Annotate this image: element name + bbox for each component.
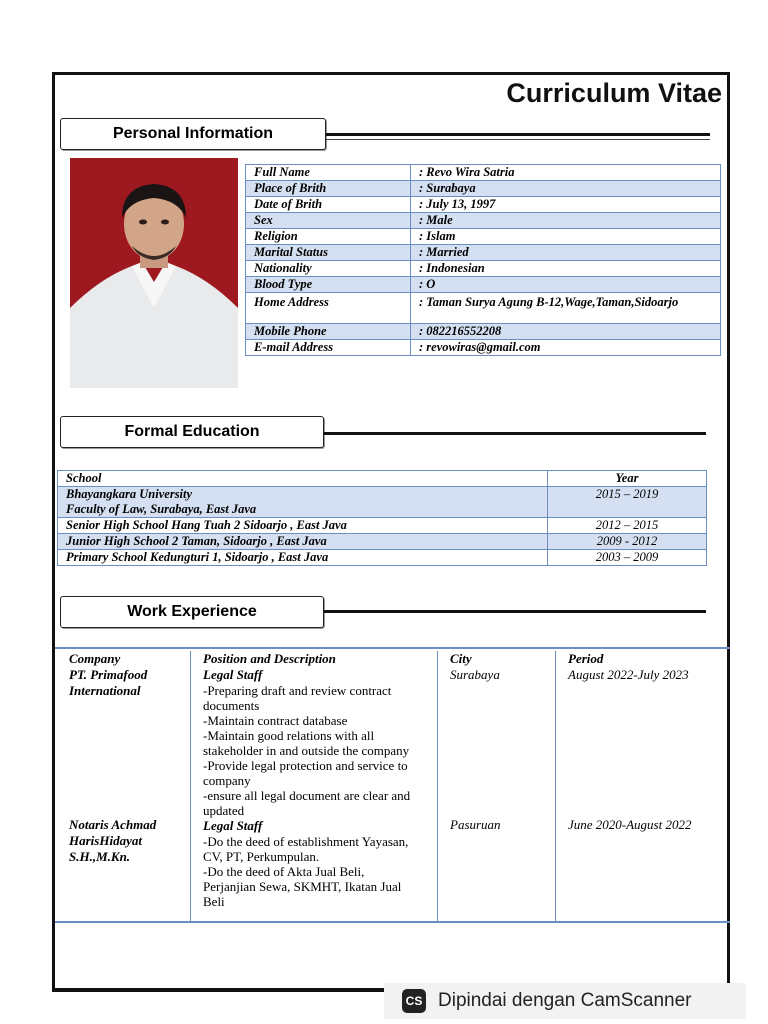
info-row-nationality bbox=[246, 261, 721, 277]
section-personal-rule bbox=[326, 133, 710, 136]
section-work-label: Work Experience bbox=[127, 603, 257, 620]
info-row-blood-type bbox=[246, 277, 721, 293]
education-school bbox=[58, 487, 548, 518]
work-duty: -Preparing draft and review contract bbox=[203, 683, 392, 698]
info-label: E-mail Address bbox=[246, 340, 411, 356]
work-duty: company bbox=[203, 773, 251, 788]
cv-title: Curriculum Vitae bbox=[506, 78, 722, 108]
education-school: Senior High School Hang Tuah 2 Sidoarjo , East Java bbox=[58, 518, 548, 534]
education-header-school: School bbox=[58, 471, 548, 487]
work-col-city bbox=[437, 651, 554, 921]
info-row-home-address bbox=[246, 293, 721, 324]
education-row bbox=[58, 518, 707, 534]
camscanner-icon: CS bbox=[402, 989, 426, 1013]
info-value: : revowiras@gmail.com bbox=[411, 340, 721, 356]
info-label: Full Name bbox=[246, 165, 411, 181]
info-value: : O bbox=[411, 277, 721, 293]
work-duty: -Maintain good relations with all bbox=[203, 728, 375, 743]
section-education-tab bbox=[60, 416, 324, 448]
work-duty: -Do the deed of establishment Yayasan, bbox=[203, 834, 409, 849]
work-header-position: Position and Description bbox=[203, 651, 336, 666]
work-company-line: International bbox=[69, 683, 141, 698]
info-value: : Islam bbox=[411, 229, 721, 245]
work-header-company: Company bbox=[69, 651, 121, 666]
education-row bbox=[58, 534, 707, 550]
work-period: June 2020-August 2022 bbox=[568, 817, 692, 832]
education-header-year: Year bbox=[548, 471, 707, 487]
work-position-title: Legal Staff bbox=[203, 667, 263, 682]
education-school: Junior High School 2 Taman, Sidoarjo , East Java bbox=[58, 534, 548, 550]
work-duty: Perjanjian Sewa, SKMHT, Ikatan Jual bbox=[203, 879, 402, 894]
work-header-period: Period bbox=[568, 651, 604, 666]
info-label: Marital Status bbox=[246, 245, 411, 261]
section-personal-label: Personal Information bbox=[112, 125, 274, 142]
work-position-title: Legal Staff bbox=[203, 818, 263, 833]
info-label: Mobile Phone bbox=[246, 324, 411, 340]
camscanner-watermark bbox=[384, 983, 746, 1019]
work-table bbox=[55, 647, 730, 923]
info-row-marital-status bbox=[246, 245, 721, 261]
work-company-line: Notaris Achmad bbox=[69, 817, 157, 832]
work-duties-1 bbox=[203, 683, 436, 818]
education-year: 2015 – 2019 bbox=[548, 487, 707, 518]
section-education-label: Formal Education bbox=[124, 423, 260, 440]
work-duty: stakeholder in and outside the company bbox=[203, 743, 410, 758]
work-city: Surabaya bbox=[450, 667, 500, 682]
education-table bbox=[57, 470, 707, 566]
info-value: : Revo Wira Satria bbox=[411, 165, 721, 181]
education-row bbox=[58, 550, 707, 566]
info-label: Home Address bbox=[246, 293, 411, 324]
info-value: : Married bbox=[411, 245, 721, 261]
work-duty: -Maintain contract database bbox=[203, 713, 348, 728]
work-duty: documents bbox=[203, 698, 260, 713]
section-work-tab bbox=[60, 596, 324, 628]
info-value: : 082216552208 bbox=[411, 324, 721, 340]
work-company-2 bbox=[69, 817, 156, 865]
work-duty: -Do the deed of Akta Jual Beli, bbox=[203, 864, 365, 879]
work-company-line: HarisHidayat bbox=[69, 833, 142, 848]
info-value: : Indonesian bbox=[411, 261, 721, 277]
info-row-sex bbox=[246, 213, 721, 229]
section-personal-tab bbox=[60, 118, 326, 150]
info-row-date-of-birth bbox=[246, 197, 721, 213]
work-duty: -ensure all legal document are clear and bbox=[203, 788, 411, 803]
education-school-name: Bhayangkara University bbox=[66, 487, 193, 501]
education-year: 2012 – 2015 bbox=[548, 518, 707, 534]
work-duty: Beli bbox=[203, 894, 225, 909]
info-row-full-name bbox=[246, 165, 721, 181]
work-col-company bbox=[69, 651, 189, 921]
profile-photo bbox=[70, 158, 238, 388]
education-school: Primary School Kedungturi 1, Sidoarjo , East Java bbox=[58, 550, 548, 566]
info-row-email bbox=[246, 340, 721, 356]
education-row bbox=[58, 487, 707, 518]
info-value: : Male bbox=[411, 213, 721, 229]
work-header-city: City bbox=[450, 651, 472, 666]
education-year: 2009 - 2012 bbox=[548, 534, 707, 550]
education-header-row bbox=[58, 471, 707, 487]
info-label: Nationality bbox=[246, 261, 411, 277]
work-duty: updated bbox=[203, 803, 245, 818]
personal-info-table bbox=[245, 164, 721, 356]
info-label: Sex bbox=[246, 213, 411, 229]
info-label: Place of Brith bbox=[246, 181, 411, 197]
info-value: : July 13, 1997 bbox=[411, 197, 721, 213]
info-row-religion bbox=[246, 229, 721, 245]
info-value: : Taman Surya Agung B-12,Wage,Taman,Sidoarjo bbox=[411, 293, 721, 324]
info-row-mobile-phone bbox=[246, 324, 721, 340]
work-col-position bbox=[190, 651, 436, 921]
info-label: Religion bbox=[246, 229, 411, 245]
section-work-rule bbox=[324, 610, 706, 613]
work-company-1 bbox=[69, 667, 189, 699]
section-education-rule bbox=[324, 432, 706, 435]
work-col-period bbox=[555, 651, 730, 921]
work-company-line: S.H.,M.Kn. bbox=[69, 849, 131, 864]
info-row-place-of-birth bbox=[246, 181, 721, 197]
info-label: Blood Type bbox=[246, 277, 411, 293]
education-year: 2003 – 2009 bbox=[548, 550, 707, 566]
work-period: August 2022-July 2023 bbox=[568, 667, 689, 682]
work-duty: -Provide legal protection and service to bbox=[203, 758, 408, 773]
work-company-line: PT. Primafood bbox=[69, 667, 148, 682]
info-label: Date of Brith bbox=[246, 197, 411, 213]
work-duties-2 bbox=[203, 834, 436, 909]
work-duty: CV, PT, Perkumpulan. bbox=[203, 849, 320, 864]
education-school-faculty: Faculty of Law, Surabaya, East Java bbox=[66, 502, 257, 516]
work-city: Pasuruan bbox=[450, 817, 501, 832]
info-value: : Surabaya bbox=[411, 181, 721, 197]
section-personal-rule-thin bbox=[326, 139, 710, 140]
camscanner-text: Dipindai dengan CamScanner bbox=[438, 990, 692, 1011]
